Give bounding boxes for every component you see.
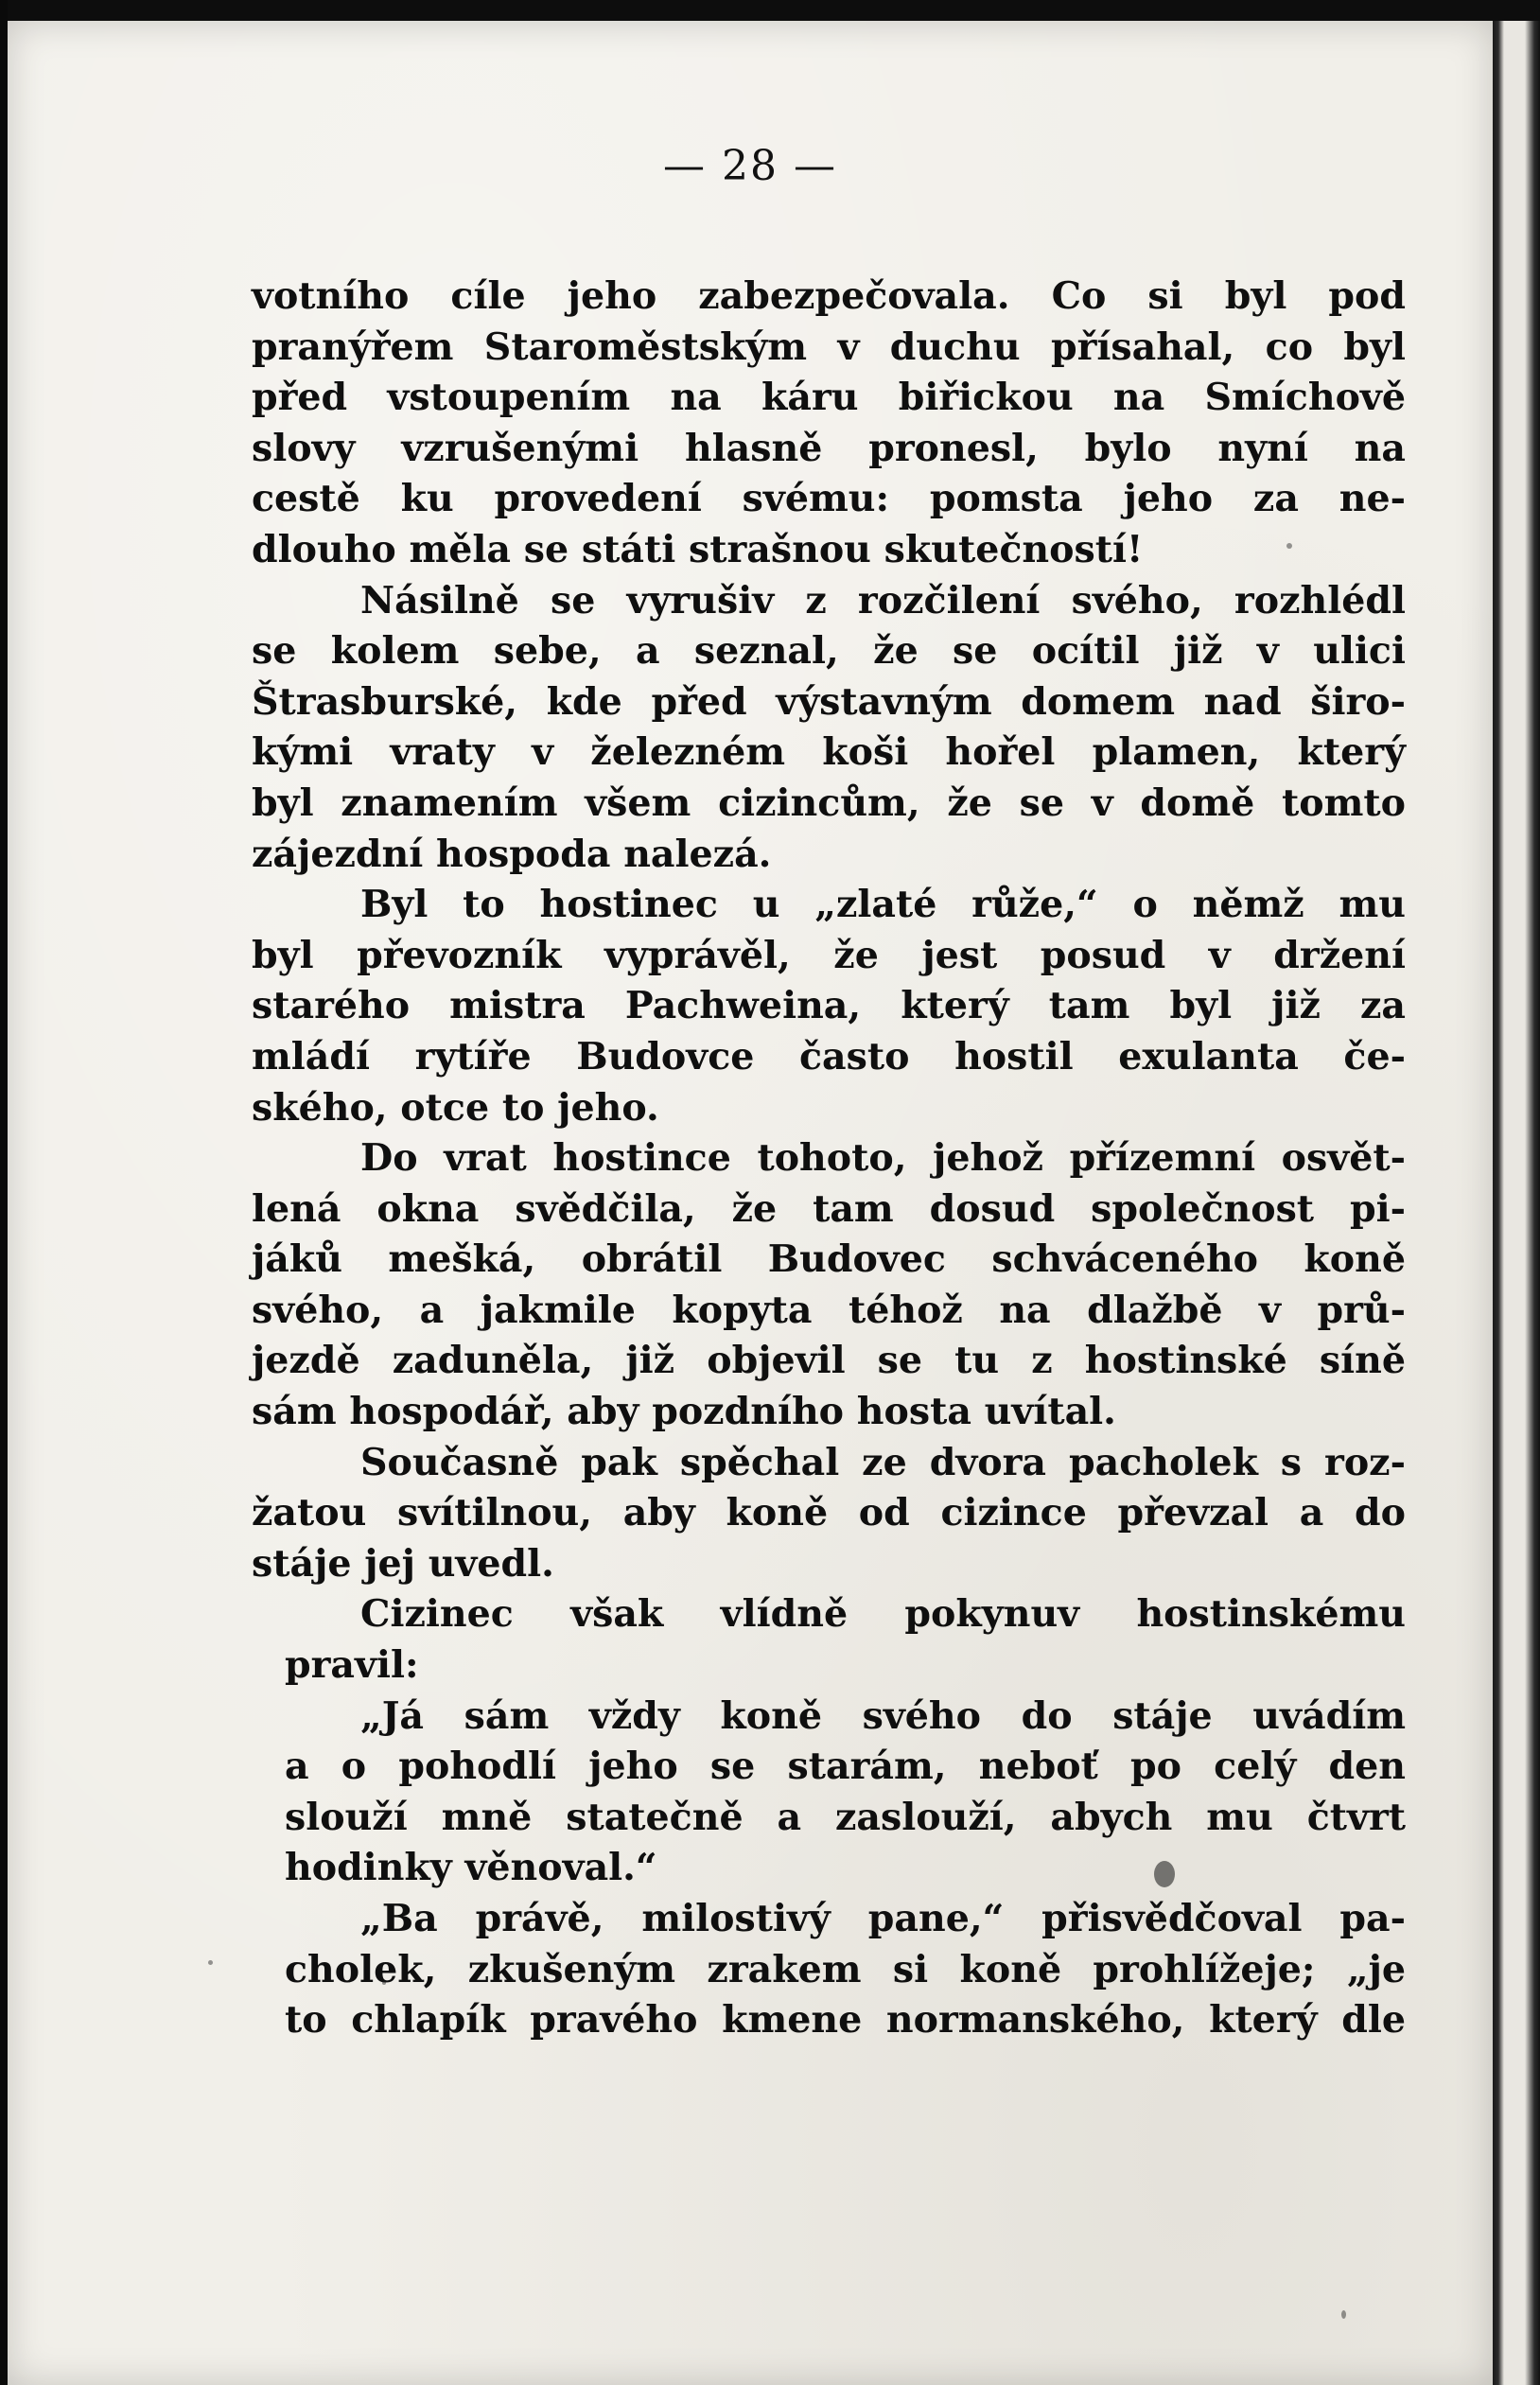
text-line: lená okna svědčila, že tam dosud společnost pi- — [252, 1186, 1406, 1231]
page-number: — 28 — — [663, 142, 837, 190]
body-text — [252, 272, 1406, 2046]
text-line: to chlapík pravého kmene normanského, který dle — [285, 1998, 1406, 2043]
text-line: svého, a jakmile kopyta téhož na dlažbě v prů- — [252, 1288, 1406, 1332]
text-line: kými vraty v železném koši hořel plamen, který — [252, 730, 1406, 775]
text-line: jáků mešká, obrátil Budovec schváceného koně — [252, 1237, 1406, 1282]
text-line: žatou svítilnou, aby koně od cizince převzal a do — [252, 1491, 1406, 1535]
paper-speck — [382, 1981, 386, 1985]
text-line: „Ba právě, milostivý pane,“ přisvědčoval pa- — [360, 1897, 1406, 1940]
text-line: byl znamením všem cizincům, že se v domě tomto — [252, 780, 1406, 825]
text-line: jezdě zaduněla, již objevil se tu z hostinské síně — [252, 1339, 1406, 1383]
text-line: Cizinec však vlídně pokynuv hostinskému — [360, 1592, 1406, 1637]
text-line: se kolem sebe, a seznal, že se ocítil již v ulici — [252, 629, 1406, 674]
text-line: dlouho měla se státi strašnou skutečností! — [252, 527, 1144, 571]
paper-speck — [1341, 2310, 1346, 2319]
text-line: cestě ku provedení svému: pomsta jeho za ne- — [252, 477, 1406, 521]
text-line: stáje jej uvedl. — [252, 1541, 554, 1586]
text-line: pravil: — [285, 1643, 419, 1688]
text-line: pranýřem Staroměstským v duchu přísahal, co byl — [252, 324, 1406, 369]
text-line: Současně pak spěchal ze dvora pacholek s roz- — [360, 1440, 1406, 1484]
text-line: byl převozník vyprávěl, že jest posud v držení — [252, 933, 1406, 977]
text-line: votního cíle jeho zabezpečovala. Co si byl pod — [252, 274, 1406, 318]
text-line: před vstoupením na káru biřickou na Smíchově — [252, 376, 1406, 420]
text-line: hodinky věnoval.“ — [285, 1846, 657, 1890]
book-page — [8, 21, 1493, 2385]
text-line: Do vrat hostince tohoto, jehož přízemní osvět- — [360, 1136, 1406, 1181]
text-line: slovy vzrušenými hlasně pronesl, bylo nyní na — [252, 426, 1406, 470]
paper-speck — [1286, 543, 1292, 549]
paper-speck — [1154, 1861, 1175, 1887]
text-line: starého mistra Pachweina, který tam byl již za — [252, 984, 1406, 1028]
text-line: mládí rytíře Budovce často hostil exulanta če- — [252, 1034, 1406, 1079]
text-line: Násilně se vyrušiv z rozčilení svého, rozhlédl — [360, 578, 1406, 623]
text-line: ského, otce to jeho. — [252, 1085, 659, 1130]
text-line: Štrasburské, kde před výstavným domem nad širo- — [252, 679, 1406, 724]
paper-speck — [208, 1960, 213, 1965]
text-line: cholek, zkušeným zrakem si koně prohlížeje; „je — [285, 1947, 1406, 1991]
text-line: slouží mně statečně a zaslouží, abych mu čtvrt — [285, 1795, 1406, 1839]
text-line: „Já sám vždy koně svého do stáje uvádím — [360, 1693, 1406, 1738]
left-scan-edge — [0, 0, 8, 2385]
text-line: zájezdní hospoda nalezá. — [252, 832, 772, 876]
adjacent-page-edge — [1493, 21, 1540, 2385]
text-line: Byl to hostinec u „zlaté růže,“ o němž mu — [360, 883, 1406, 927]
text-line: a o pohodlí jeho se starám, neboť po celý den — [285, 1745, 1406, 1789]
text-line: sám hospodář, aby pozdního hosta uvítal. — [252, 1390, 1116, 1434]
